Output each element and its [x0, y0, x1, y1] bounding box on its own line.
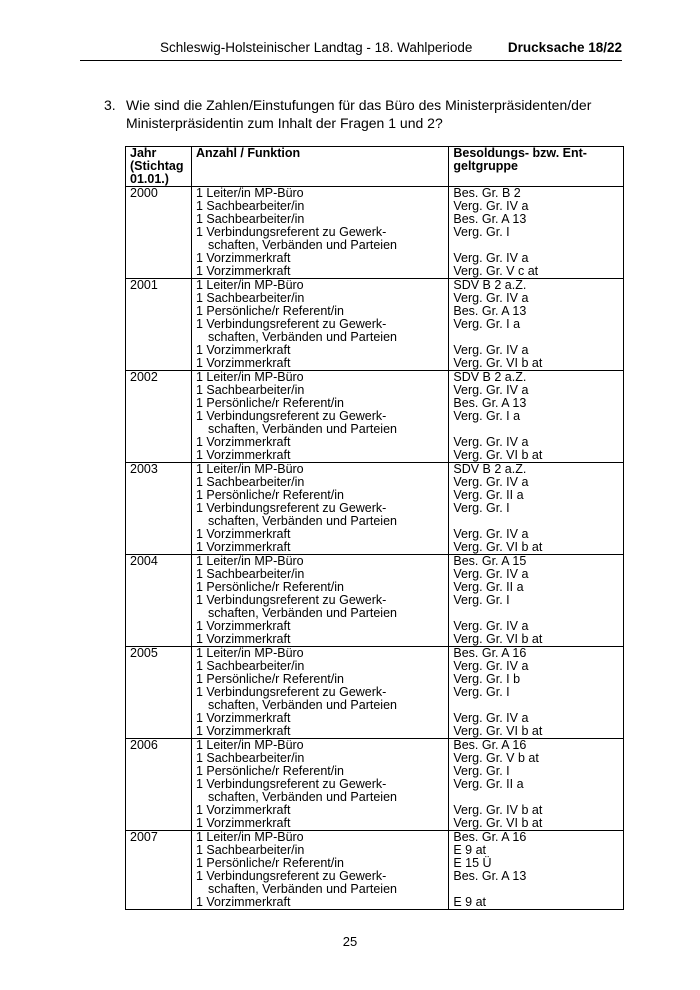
function-cell	[191, 279, 448, 371]
grade-line: Bes. Gr. A 16	[453, 738, 527, 752]
function-line: 1 Vorzimmerkraft	[195, 448, 291, 462]
grade-line: Verg. Gr. IV a	[453, 343, 529, 357]
grade-line: Verg. Gr. IV a	[453, 527, 529, 541]
function-line: 1 Verbindungsreferent zu Gewerk-	[195, 869, 387, 883]
grade-line: Bes. Gr. A 15	[453, 554, 527, 568]
function-line: 1 Vorzimmerkraft	[195, 803, 291, 817]
function-cell	[191, 463, 448, 555]
function-line: 1 Sachbearbeiter/in	[195, 751, 305, 765]
function-line: 1 Verbindungsreferent zu Gewerk-	[195, 501, 387, 515]
function-line: 1 Verbindungsreferent zu Gewerk-	[195, 317, 387, 331]
function-line: 1 Vorzimmerkraft	[195, 711, 291, 725]
grade-line: E 15 Ü	[453, 856, 492, 870]
function-line: schaften, Verbänden und Parteien	[207, 698, 397, 712]
function-line: 1 Leiter/in MP-Büro	[195, 554, 304, 568]
grade-line: E 9 at	[453, 843, 487, 857]
grade-cell	[449, 279, 624, 371]
year-cell: 2000	[126, 187, 192, 279]
year-cell: 2007	[126, 831, 192, 910]
table-row	[126, 555, 624, 647]
function-line: 1 Sachbearbeiter/in	[195, 475, 305, 489]
grade-line: Verg. Gr. I a	[453, 317, 521, 331]
grade-line: Verg. Gr. I b	[453, 672, 521, 686]
grade-line: Verg. Gr. VI b at	[453, 540, 543, 554]
grade-cell	[449, 647, 624, 739]
grade-line: Verg. Gr. IV a	[453, 475, 529, 489]
function-line: 1 Persönliche/r Referent/in	[195, 396, 344, 410]
function-line: schaften, Verbänden und Parteien	[207, 790, 397, 804]
page-header	[80, 40, 622, 61]
question-text	[126, 96, 624, 132]
function-line: 1 Sachbearbeiter/in	[195, 843, 305, 857]
function-line: 1 Vorzimmerkraft	[195, 527, 291, 541]
question-line: Ministerpräsidentin zum Inhalt der Fragen 1 und 2?	[126, 115, 443, 131]
grade-line: Verg. Gr. IV b at	[453, 803, 543, 817]
grade-line: Verg. Gr. II a	[453, 488, 524, 502]
function-line: 1 Verbindungsreferent zu Gewerk-	[195, 685, 387, 699]
grade-line: Verg. Gr. IV a	[453, 199, 529, 213]
function-line: 1 Sachbearbeiter/in	[195, 383, 305, 397]
table-row	[126, 279, 624, 371]
grade-line: Verg. Gr. I	[453, 501, 510, 515]
grade-line: Bes. Gr. A 13	[453, 212, 527, 226]
function-line: 1 Verbindungsreferent zu Gewerk-	[195, 409, 387, 423]
grade-line: Verg. Gr. I a	[453, 409, 521, 423]
function-line: 1 Leiter/in MP-Büro	[195, 370, 304, 384]
page-number: 25	[342, 934, 358, 949]
function-line: 1 Vorzimmerkraft	[195, 343, 291, 357]
function-line: 1 Vorzimmerkraft	[195, 435, 291, 449]
grade-line: Bes. Gr. A 13	[453, 869, 527, 883]
year-cell: 2004	[126, 555, 192, 647]
staff-table	[125, 146, 624, 910]
function-line: 1 Vorzimmerkraft	[195, 632, 291, 646]
function-line: 1 Sachbearbeiter/in	[195, 567, 305, 581]
grade-line: Verg. Gr. I	[453, 685, 510, 699]
function-line: 1 Vorzimmerkraft	[195, 251, 291, 265]
table-row	[126, 831, 624, 910]
table-row	[126, 187, 624, 279]
function-line: schaften, Verbänden und Parteien	[207, 606, 397, 620]
grade-line: Verg. Gr. V c at	[453, 264, 539, 278]
function-line: 1 Persönliche/r Referent/in	[195, 488, 344, 502]
function-line: 1 Persönliche/r Referent/in	[195, 764, 344, 778]
function-line: 1 Leiter/in MP-Büro	[195, 186, 304, 200]
function-line: schaften, Verbänden und Parteien	[207, 514, 397, 528]
function-line: 1 Vorzimmerkraft	[195, 264, 291, 278]
function-cell	[191, 371, 448, 463]
function-line: 1 Leiter/in MP-Büro	[195, 646, 304, 660]
function-line: 1 Leiter/in MP-Büro	[195, 462, 304, 476]
function-line: schaften, Verbänden und Parteien	[207, 422, 397, 436]
function-cell	[191, 187, 448, 279]
function-line: 1 Vorzimmerkraft	[195, 619, 291, 633]
grade-line: Verg. Gr. VI b at	[453, 816, 543, 830]
grade-line: Verg. Gr. I	[453, 764, 510, 778]
grade-line: SDV B 2 a.Z.	[453, 370, 527, 384]
header-year: Jahr (Stichtag 01.01.)	[126, 147, 192, 187]
function-line: 1 Vorzimmerkraft	[195, 540, 291, 554]
question-line: Wie sind die Zahlen/Einstufungen für das Büro des Ministerpräsidenten/der	[126, 97, 592, 113]
function-line: 1 Vorzimmerkraft	[195, 724, 291, 738]
function-line: 1 Vorzimmerkraft	[195, 895, 291, 909]
header-grade: Besoldungs- bzw. Ent- geltgruppe	[449, 147, 624, 187]
function-line: 1 Leiter/in MP-Büro	[195, 738, 304, 752]
grade-cell	[449, 371, 624, 463]
grade-line: Bes. Gr. A 13	[453, 396, 527, 410]
grade-line: SDV B 2 a.Z.	[453, 278, 527, 292]
year-cell: 2002	[126, 371, 192, 463]
function-line: 1 Sachbearbeiter/in	[195, 199, 305, 213]
grade-cell	[449, 187, 624, 279]
header-function: Anzahl / Funktion	[191, 147, 448, 187]
question-number: 3.	[104, 97, 116, 113]
function-line: 1 Leiter/in MP-Büro	[195, 278, 304, 292]
table-header-row	[126, 147, 624, 187]
table-row	[126, 739, 624, 831]
grade-line: Verg. Gr. II a	[453, 580, 524, 594]
function-cell	[191, 555, 448, 647]
function-line: 1 Sachbearbeiter/in	[195, 291, 305, 305]
function-line: 1 Verbindungsreferent zu Gewerk-	[195, 593, 387, 607]
grade-cell	[449, 831, 624, 910]
year-cell: 2005	[126, 647, 192, 739]
header-title: Schleswig-Holsteinischer Landtag - 18. Wahlperiode	[160, 40, 473, 55]
function-line: 1 Sachbearbeiter/in	[195, 212, 305, 226]
grade-cell	[449, 739, 624, 831]
grade-line: Verg. Gr. VI b at	[453, 356, 543, 370]
grade-line: Verg. Gr. IV a	[453, 659, 529, 673]
table-row	[126, 371, 624, 463]
grade-line: Verg. Gr. VI b at	[453, 448, 543, 462]
function-line: schaften, Verbänden und Parteien	[207, 238, 397, 252]
grade-line: Bes. Gr. A 16	[453, 830, 527, 844]
grade-line: Verg. Gr. IV a	[453, 711, 529, 725]
function-line: schaften, Verbänden und Parteien	[207, 882, 397, 896]
function-cell	[191, 831, 448, 910]
grade-line: Bes. Gr. B 2	[453, 186, 521, 200]
grade-line: Verg. Gr. I	[453, 225, 510, 239]
grade-cell	[449, 555, 624, 647]
grade-line: Verg. Gr. IV a	[453, 567, 529, 581]
function-line: 1 Sachbearbeiter/in	[195, 659, 305, 673]
grade-line: Verg. Gr. V b at	[453, 751, 539, 765]
function-line: schaften, Verbänden und Parteien	[207, 330, 397, 344]
grade-line: SDV B 2 a.Z.	[453, 462, 527, 476]
function-line: 1 Persönliche/r Referent/in	[195, 856, 344, 870]
function-cell	[191, 647, 448, 739]
function-line: 1 Verbindungsreferent zu Gewerk-	[195, 777, 387, 791]
document-number: Drucksache 18/22	[507, 40, 622, 55]
grade-line: Verg. Gr. IV a	[453, 291, 529, 305]
function-line: 1 Persönliche/r Referent/in	[195, 580, 344, 594]
grade-line: Bes. Gr. A 16	[453, 646, 527, 660]
grade-line: E 9 at	[453, 895, 487, 909]
grade-line: Verg. Gr. IV a	[453, 619, 529, 633]
function-line: 1 Verbindungsreferent zu Gewerk-	[195, 225, 387, 239]
function-line: 1 Persönliche/r Referent/in	[195, 304, 344, 318]
grade-line: Verg. Gr. II a	[453, 777, 524, 791]
grade-cell	[449, 463, 624, 555]
table-row	[126, 647, 624, 739]
year-cell: 2006	[126, 739, 192, 831]
function-cell	[191, 739, 448, 831]
function-line: 1 Persönliche/r Referent/in	[195, 672, 344, 686]
grade-line: Bes. Gr. A 13	[453, 304, 527, 318]
function-line: 1 Vorzimmerkraft	[195, 816, 291, 830]
grade-line: Verg. Gr. IV a	[453, 383, 529, 397]
year-cell: 2001	[126, 279, 192, 371]
grade-line: Verg. Gr. VI b at	[453, 632, 543, 646]
grade-line: Verg. Gr. IV a	[453, 435, 529, 449]
function-line: 1 Leiter/in MP-Büro	[195, 830, 304, 844]
function-line: 1 Vorzimmerkraft	[195, 356, 291, 370]
year-cell: 2003	[126, 463, 192, 555]
grade-line: Verg. Gr. VI b at	[453, 724, 543, 738]
grade-line: Verg. Gr. IV a	[453, 251, 529, 265]
grade-line: Verg. Gr. I	[453, 593, 510, 607]
table-row	[126, 463, 624, 555]
